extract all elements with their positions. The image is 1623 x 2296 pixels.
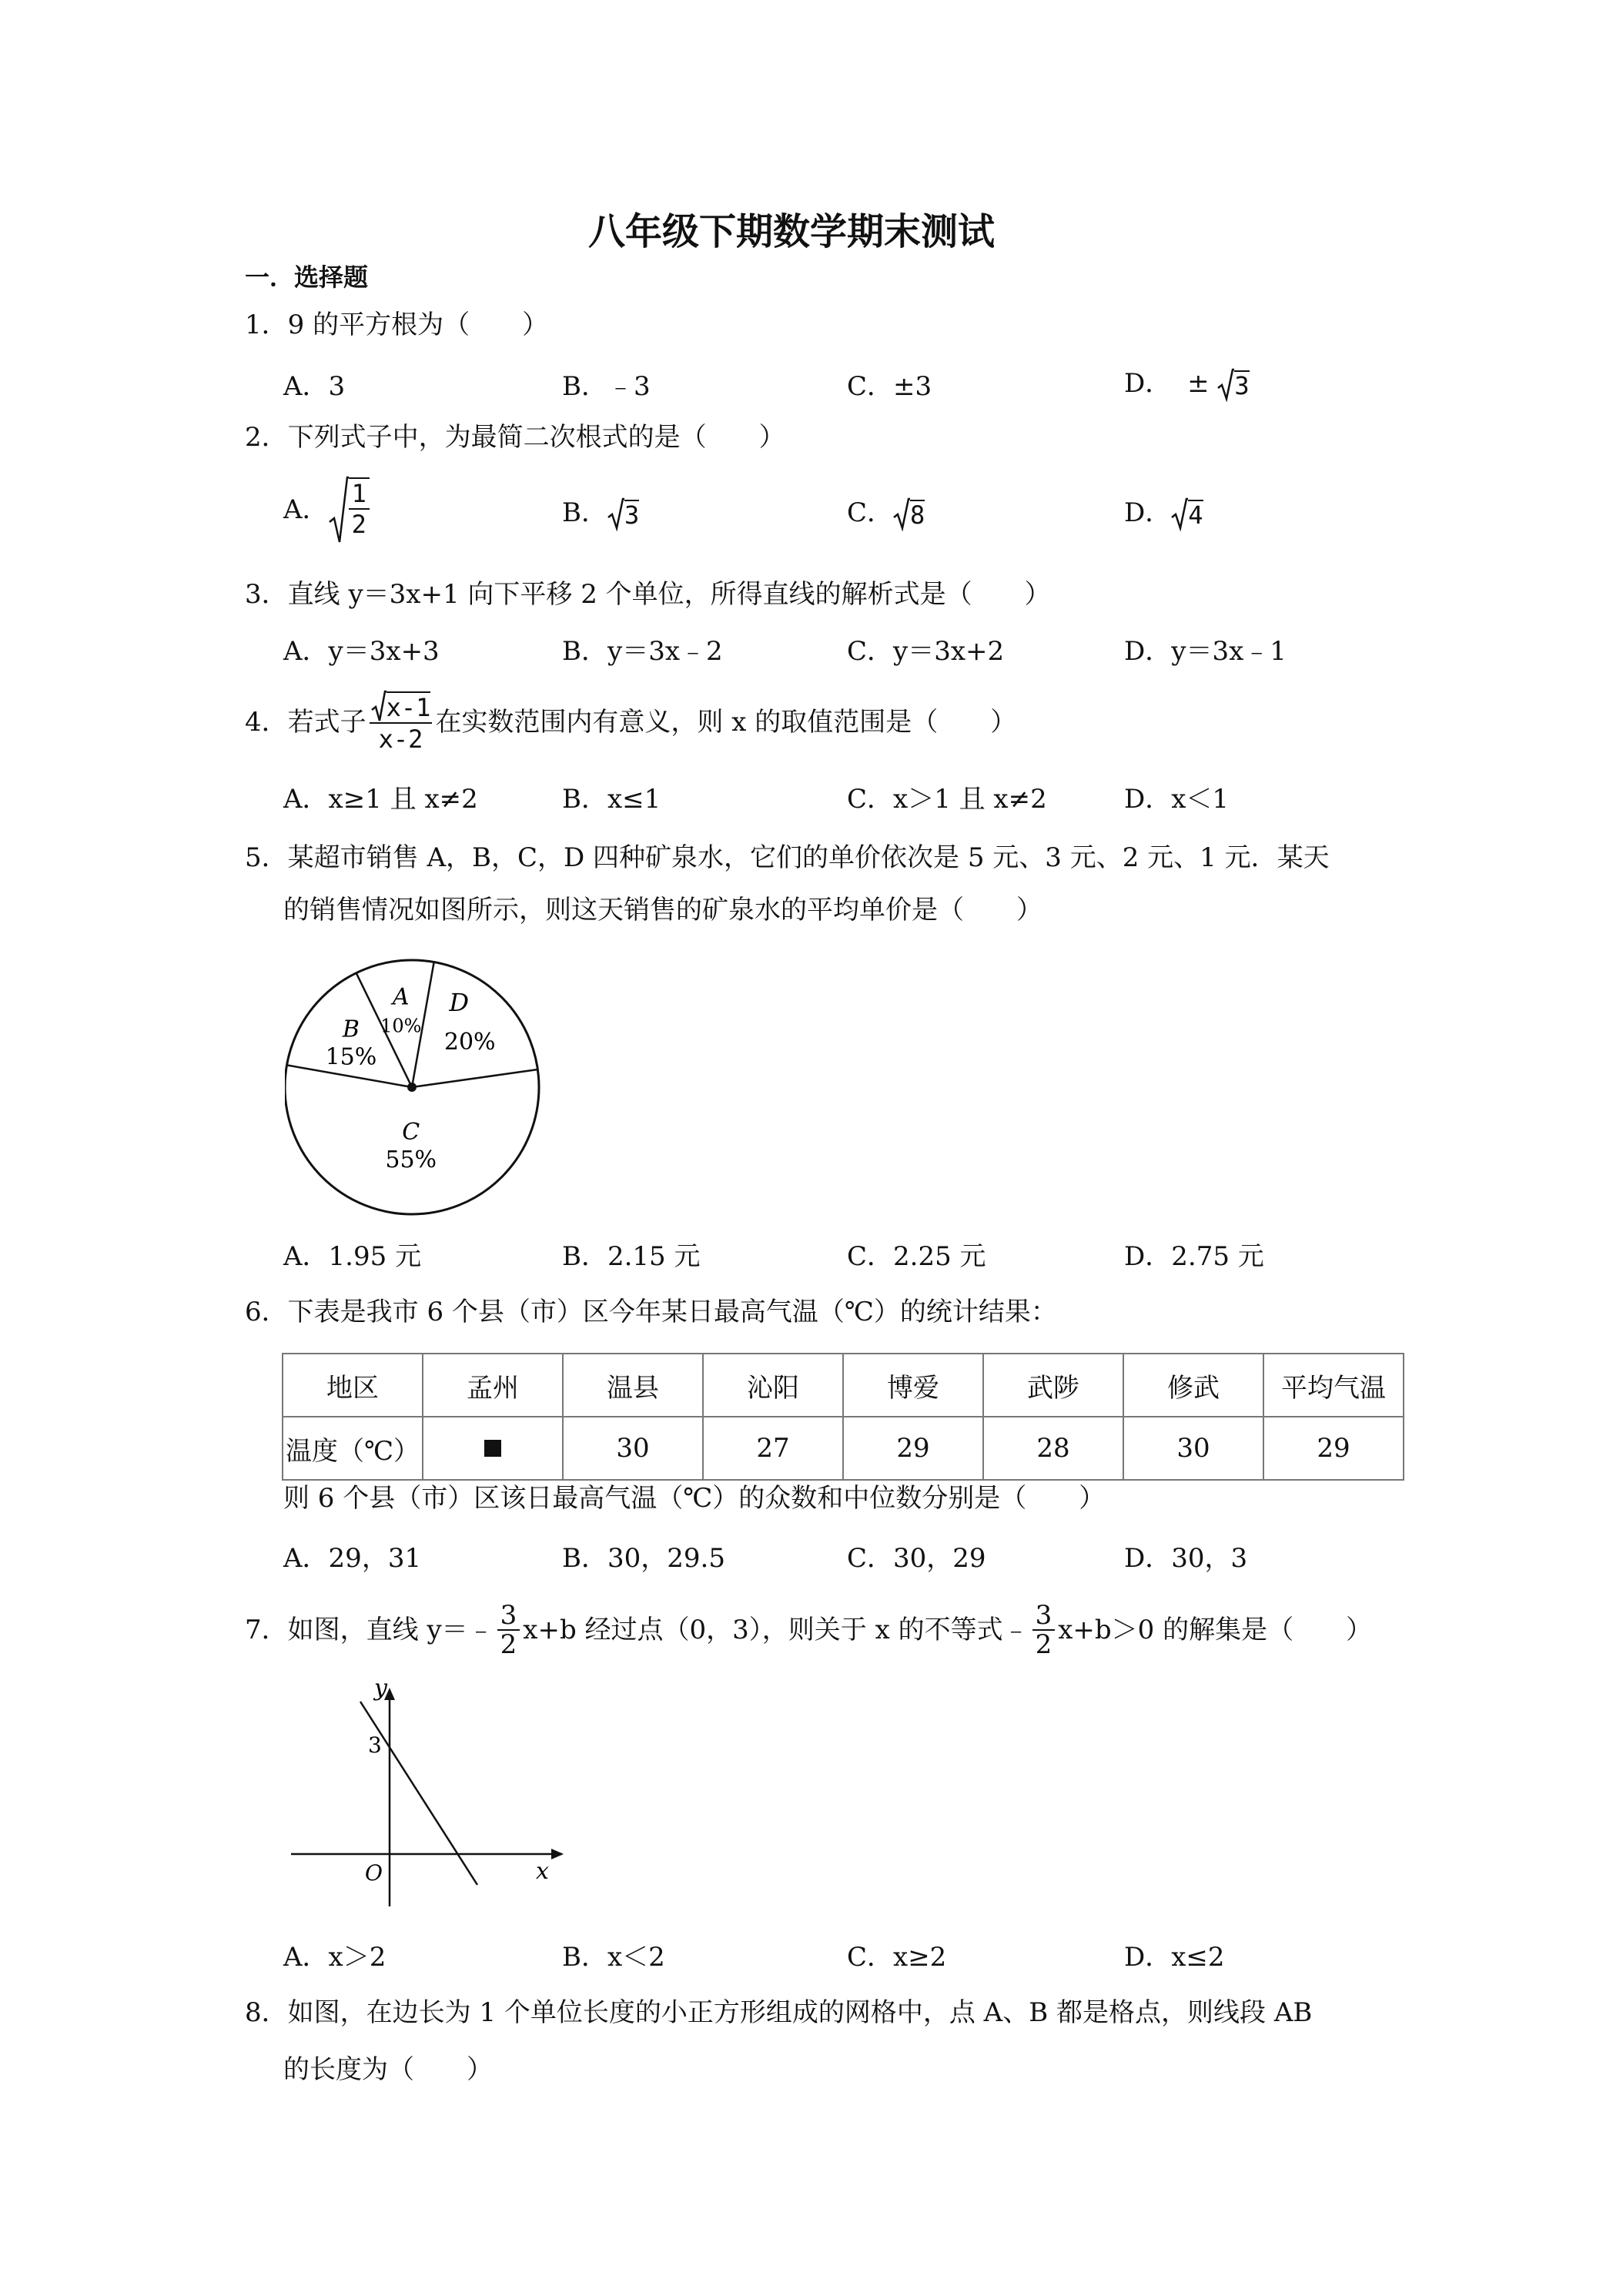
q7-fraction-1-numerator: 3: [497, 1602, 520, 1631]
q4-denominator: x-2: [378, 725, 423, 754]
table-cell-masked: [423, 1417, 563, 1480]
q3-option-c: C．y＝3x+2: [847, 636, 1005, 667]
q7-fraction-2-denominator: 2: [1035, 1629, 1052, 1660]
sqrt-sign-icon: [371, 690, 387, 722]
x-axis-arrow-icon: [551, 1849, 564, 1859]
q2-option-c-radicand: 8: [910, 500, 925, 530]
q5-stem-line2: 的销售情况如图所示，则这天销售的矿泉水的平均单价是（ ）: [283, 895, 1042, 925]
q6-followup: 则 6 个县（市）区该日最高气温（℃）的众数和中位数分别是（ ）: [283, 1483, 1106, 1514]
q7-stem: [245, 1602, 1372, 1658]
table-row: [283, 1417, 1404, 1480]
table-cell: 30: [563, 1417, 703, 1480]
q1-option-c: C．±3: [847, 371, 932, 402]
pie-percent-label: 55%: [385, 1146, 437, 1174]
sqrt-sign-icon: [1217, 368, 1234, 402]
table-header-cell: 沁阳: [703, 1354, 843, 1417]
q2-option-a-numerator: 1: [349, 479, 370, 510]
q1-option-b: B．﹣3: [562, 371, 651, 402]
q1-option-d-radicand: 3: [1234, 371, 1250, 400]
q4-prefix: 4．若式子: [245, 707, 366, 738]
table-header-row: [283, 1354, 1404, 1417]
graph-line: [360, 1702, 477, 1885]
q2-option-b: [562, 497, 639, 531]
q2-option-a-denominator: 2: [351, 510, 366, 539]
q2-option-d: [1124, 497, 1203, 531]
q7-line-graph: [285, 1678, 570, 1909]
q4-option-d: D．x＜1: [1124, 784, 1230, 815]
pie-category-label: C: [402, 1119, 420, 1146]
table-cell: 28: [983, 1417, 1123, 1480]
table-header-cell: 武陟: [983, 1354, 1123, 1417]
table-cell: 29: [1263, 1417, 1404, 1480]
q4-numerator: [370, 690, 433, 724]
q2-option-b-radicand: 3: [624, 500, 640, 530]
q2-option-d-radicand: 4: [1188, 500, 1203, 530]
q7-fraction-1: [497, 1602, 520, 1658]
pie-center-dot: [407, 1083, 417, 1092]
section-heading: 一．选择题: [245, 263, 369, 292]
table-header-cell: 孟州: [423, 1354, 563, 1417]
table-cell: 27: [703, 1417, 843, 1480]
q5-option-b: B．2.15 元: [562, 1241, 701, 1272]
q7-fraction-2: [1032, 1602, 1056, 1658]
y-axis-label: y: [374, 1678, 387, 1702]
q3-stem: 3．直线 y＝3x+1 向下平移 2 个单位，所得直线的解析式是（ ）: [245, 579, 1051, 610]
q7-option-b: B．x＜2: [562, 1942, 665, 1973]
sqrt-sign-icon: [607, 497, 624, 531]
q4-stem: [245, 690, 1016, 755]
q3-option-d: D．y＝3x﹣1: [1124, 636, 1287, 667]
pie-slice-boundary-c: [412, 1069, 537, 1087]
q7-fraction-2-numerator: 3: [1032, 1602, 1056, 1631]
table-header-cell: 温县: [563, 1354, 703, 1417]
table-header-cell: 地区: [283, 1354, 423, 1417]
q5-option-c: C．2.25 元: [847, 1241, 986, 1272]
q1-option-d-label: D．: [1124, 368, 1172, 399]
q7-part3: x+b＞0 的解集是（ ）: [1058, 1615, 1373, 1645]
table-cell: 29: [843, 1417, 983, 1480]
q7-option-d: D．x≤2: [1124, 1942, 1225, 1973]
q4-radicand: x-1: [386, 693, 431, 722]
q3-option-b: B．y＝3x﹣2: [562, 636, 723, 667]
q2-option-b-label: B．: [562, 497, 607, 528]
q5-option-d: D．2.75 元: [1124, 1241, 1264, 1272]
table-header-cell: 博爱: [843, 1354, 983, 1417]
q4-option-a: A．x≥1 且 x≠2: [283, 784, 478, 815]
q2-option-c: [847, 497, 925, 531]
q7-part2: x+b 经过点（0，3），则关于 x 的不等式﹣: [523, 1615, 1029, 1645]
table-row-label: 温度（℃）: [283, 1417, 423, 1480]
q7-option-a: A．x＞2: [283, 1942, 387, 1973]
table-header-cell: 修武: [1123, 1354, 1263, 1417]
pie-percent-label: 15%: [325, 1043, 377, 1071]
q4-suffix: 在实数范围内有意义，则 x 的取值范围是（ ）: [435, 707, 1017, 738]
q6-option-a: A．29，31: [283, 1543, 422, 1574]
table-cell: 30: [1123, 1417, 1263, 1480]
black-square-icon: [484, 1440, 501, 1457]
pie-percent-label: 20%: [443, 1029, 496, 1056]
table-header-cell: 平均气温: [1263, 1354, 1404, 1417]
q4-option-c: C．x＞1 且 x≠2: [847, 784, 1047, 815]
q8-stem-line2: 的长度为（ ）: [283, 2054, 493, 2085]
q5-option-a: A．1.95 元: [283, 1241, 422, 1272]
q2-option-c-label: C．: [847, 497, 894, 528]
q7-option-c: C．x≥2: [847, 1942, 947, 1973]
q2-option-d-label: D．: [1124, 497, 1172, 528]
q7-part1: 7．如图，直线 y＝﹣: [245, 1615, 494, 1645]
pie-category-label: D: [449, 988, 470, 1018]
q3-option-a: A．y＝3x+3: [283, 636, 440, 667]
y-intercept-label: 3: [368, 1732, 382, 1758]
q7-fraction-1-denominator: 2: [500, 1629, 517, 1660]
q4-option-b: B．x≤1: [562, 784, 661, 815]
sqrt-sign-icon: [329, 476, 349, 544]
q2-option-a: [283, 476, 370, 544]
sqrt-sign-icon: [1171, 497, 1188, 531]
q4-fraction: [370, 690, 433, 755]
pie-category-label: B: [342, 1016, 360, 1043]
q6-stem: 6．下表是我市 6 个县（市）区今年某日最高气温（℃）的统计结果：: [245, 1297, 1057, 1327]
q6-option-d: D．30，3: [1124, 1543, 1248, 1574]
q2-option-a-fraction: [349, 477, 370, 539]
temperature-table: [282, 1353, 1404, 1481]
x-axis-label: x: [536, 1858, 549, 1885]
q1-option-d: [1124, 368, 1250, 402]
sqrt-sign-icon: [893, 497, 910, 531]
page-title: 八年级下期数学期末测试: [588, 210, 996, 253]
q6-option-c: C．30，29: [847, 1543, 986, 1574]
q8-stem-line1: 8．如图，在边长为 1 个单位长度的小正方形组成的网格中，点 A、B 都是格点，则线段 AB: [245, 1997, 1313, 2028]
pie-chart: [285, 955, 601, 1224]
q2-option-a-label: A．: [283, 494, 329, 525]
q1-option-d-prefix: ±: [1187, 368, 1210, 399]
q1-stem: 1．9 的平方根为（ ）: [245, 310, 549, 340]
q2-stem: 2．下列式子中，为最简二次根式的是（ ）: [245, 422, 785, 453]
q5-stem-line1: 5．某超市销售 A，B，C，D 四种矿泉水，它们的单价依次是 5 元、3 元、2 元、1 元．某天: [245, 842, 1330, 873]
origin-label: O: [365, 1860, 383, 1886]
pie-category-label: A: [392, 983, 410, 1011]
pie-percent-label: 10%: [380, 1015, 422, 1037]
q1-option-a: A．3: [283, 371, 346, 402]
q6-option-b: B．30，29.5: [562, 1543, 725, 1574]
